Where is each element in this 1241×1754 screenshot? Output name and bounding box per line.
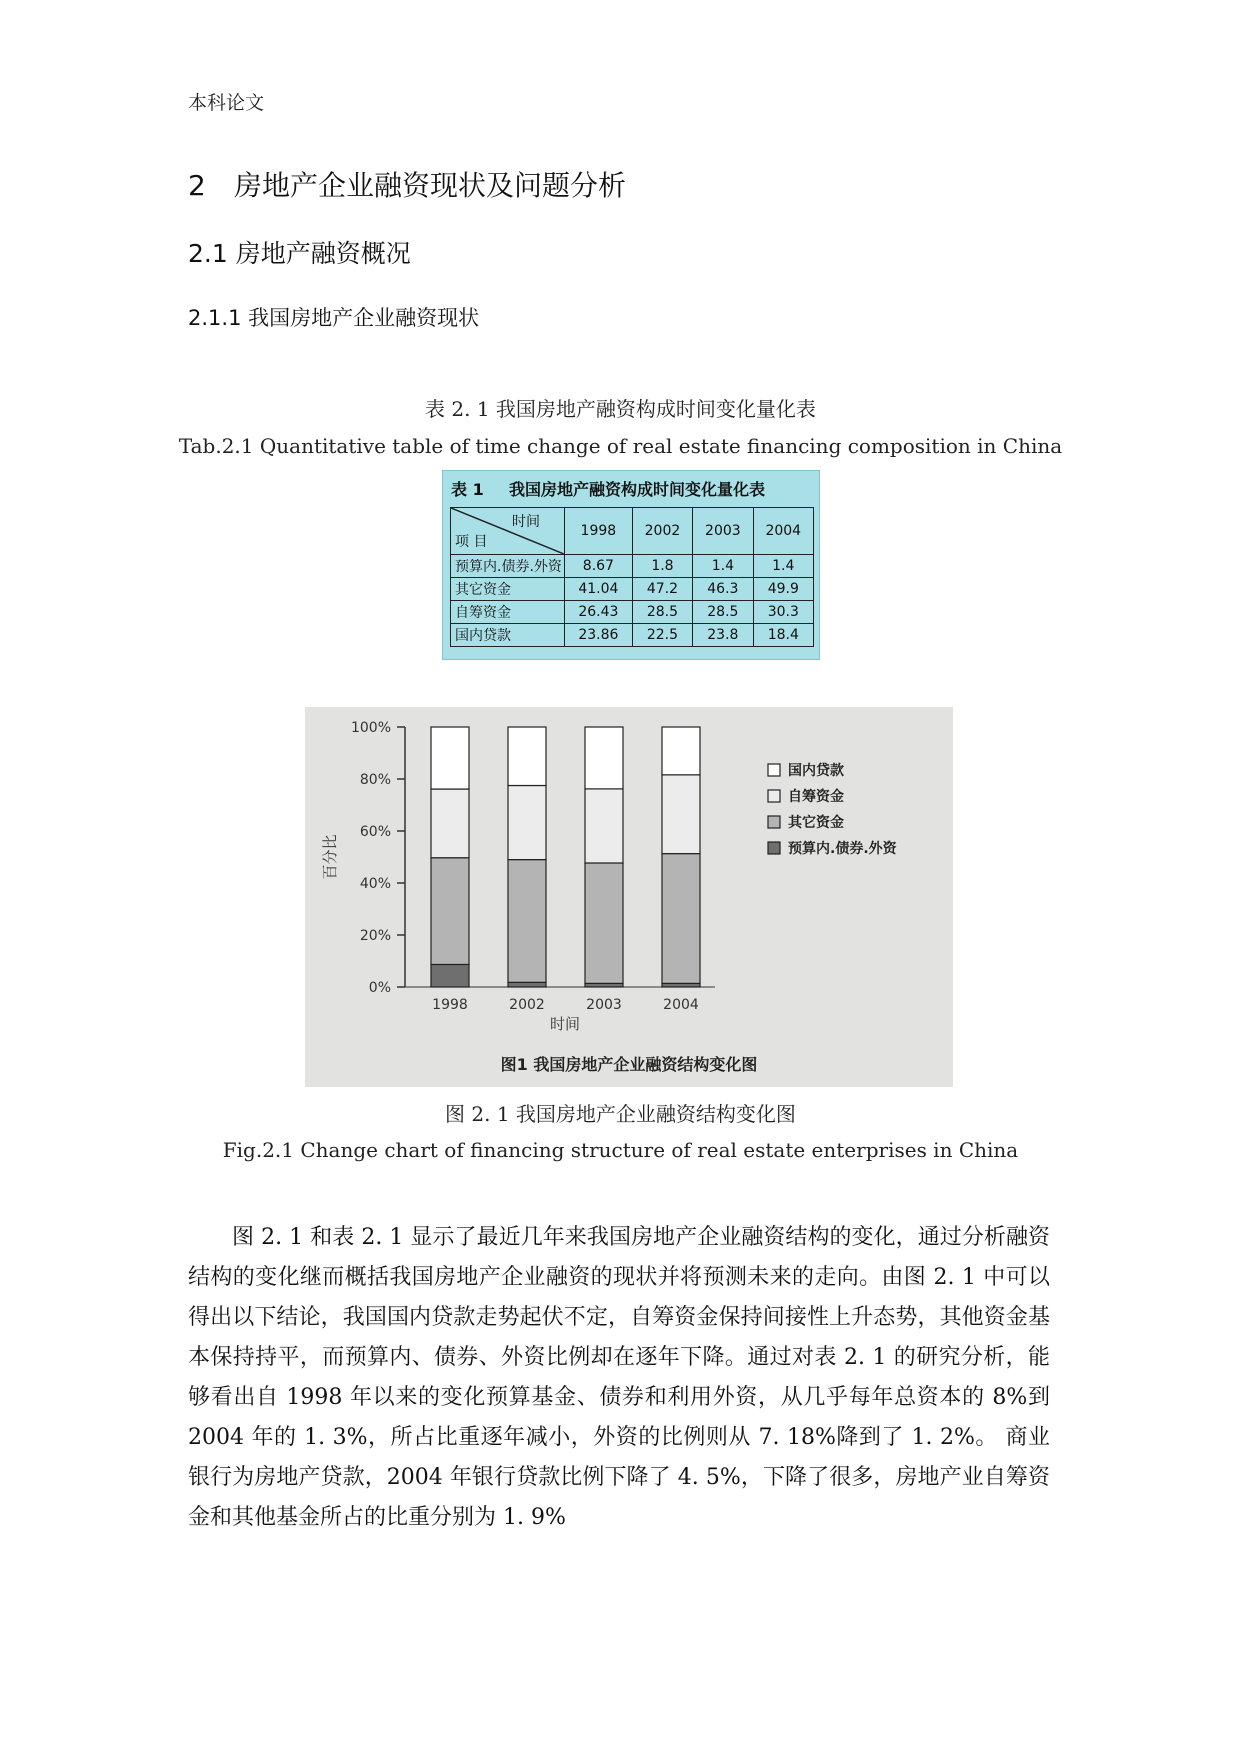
y-tick-label: 20% — [359, 928, 391, 944]
bar-segment — [585, 727, 623, 789]
table-cell: 1.4 — [753, 555, 813, 578]
table-cell: 1.4 — [693, 555, 753, 578]
table-caption-cn: 表 2. 1 我国房地产融资构成时间变化量化表 — [425, 397, 816, 421]
row-label: 预算内.债券.外资 — [451, 555, 565, 578]
bar-segment — [662, 727, 700, 775]
table-cell: 22.5 — [632, 624, 692, 647]
table-cell: 26.43 — [565, 601, 633, 624]
x-axis-label: 时间 — [549, 1015, 581, 1033]
year-header: 2002 — [632, 508, 692, 555]
y-tick-label: 0% — [368, 980, 391, 996]
subsection-heading: 2.1.1 我国房地产企业融资现状 — [188, 306, 480, 330]
table-cell: 18.4 — [753, 624, 813, 647]
bar-segment — [585, 863, 623, 983]
financing-table — [450, 507, 814, 647]
bar-segment — [431, 789, 469, 858]
financing-table-image — [442, 470, 820, 660]
legend-swatch — [768, 790, 780, 802]
row-label: 国内贷款 — [451, 624, 565, 647]
figure-caption-en: Fig.2.1 Change chart of financing structure of real estate enterprises in China — [222, 1138, 1019, 1162]
x-tick-label: 1998 — [432, 997, 468, 1013]
table-cell: 8.67 — [565, 555, 633, 578]
bar-segment — [431, 727, 469, 789]
table-row — [451, 601, 814, 624]
legend-label: 国内贷款 — [788, 763, 844, 779]
table-cell: 47.2 — [632, 578, 692, 601]
year-header: 1998 — [565, 508, 633, 555]
table-cell: 23.8 — [693, 624, 753, 647]
y-tick-label: 40% — [359, 876, 391, 892]
y-tick-label: 100% — [350, 720, 391, 736]
y-axis-label: 百分比 — [321, 834, 339, 880]
legend-label: 预算内.债券.外资 — [788, 841, 897, 857]
table-cell: 49.9 — [753, 578, 813, 601]
bar-segment — [508, 860, 546, 983]
x-tick-label: 2004 — [663, 997, 699, 1013]
chapter-title: 房地产企业融资现状及问题分析 — [234, 169, 627, 202]
table-cell: 28.5 — [632, 601, 692, 624]
stacked-bar-chart — [305, 707, 953, 1047]
y-tick-label: 60% — [359, 824, 391, 840]
table-title — [451, 477, 765, 500]
table-cell: 46.3 — [693, 578, 753, 601]
chart-title: 图1 我国房地产企业融资结构变化图 — [500, 1055, 758, 1074]
bar-segment — [585, 789, 623, 863]
table-caption-en: Tab.2.1 Quantitative table of time change of real estate financing composition in China — [178, 434, 1063, 458]
legend-swatch — [768, 842, 780, 854]
table-row — [451, 624, 814, 647]
table-title-text: 我国房地产融资构成时间变化量化表 — [509, 480, 766, 499]
table-label: 表 1 — [451, 480, 484, 499]
legend-swatch — [768, 816, 780, 828]
running-header: 本科论文 — [188, 92, 265, 114]
table-row — [451, 578, 814, 601]
table-cell: 30.3 — [753, 601, 813, 624]
header-item: 项 目 — [455, 534, 488, 550]
bar-segment — [431, 964, 469, 987]
chapter-number: 2 — [188, 169, 206, 202]
row-label: 自筹资金 — [451, 601, 565, 624]
row-label: 其它资金 — [451, 578, 565, 601]
legend-label: 自筹资金 — [788, 789, 844, 805]
x-tick-label: 2003 — [586, 997, 622, 1013]
year-header: 2003 — [693, 508, 753, 555]
bar-segment — [508, 982, 546, 987]
bar-segment — [662, 854, 700, 984]
table-cell: 1.8 — [632, 555, 692, 578]
table-corner-header — [451, 508, 565, 555]
chapter-heading — [188, 164, 626, 204]
body-paragraph: 图 2. 1 和表 2. 1 显示了最近几年来我国房地产企业融资结构的变化，通过分析融资结构的变化继而概括我国房地产企业融资的现状并将预测未来的走向。由图 2. 1 中可以得出以下结论，我国国内贷款走势起伏不定，自筹资金保持间接性上升态势，其他资金基本保持持平，而预算内、债券、外资比例却在逐年下降。通过对表 2. 1 的研究分析，能够看出自 1998 年以来的变化预算基金、债券和利用外资，从几乎每年总资本的 8%到 2004 年的 1. 3%，所占比重逐年减小，外资的比例则从 7. 18%降到了 1. 2%。 商业银行为房地产贷款，2004 年银行贷款比例下降了 4. 5%，下降了很多，房地产业自筹资金和其他基金所占的比重分别为 1. 9% — [188, 1225, 1050, 1530]
year-header: 2004 — [753, 508, 813, 555]
section-heading: 2.1 房地产融资概况 — [188, 239, 411, 268]
header-time: 时间 — [512, 514, 540, 530]
y-tick-label: 80% — [359, 772, 391, 788]
bar-segment — [508, 727, 546, 786]
table-cell: 23.86 — [565, 624, 633, 647]
figure-caption-cn: 图 2. 1 我国房地产企业融资结构变化图 — [445, 1102, 796, 1126]
bar-segment — [431, 858, 469, 965]
bar-segment — [662, 775, 700, 854]
table-cell: 41.04 — [565, 578, 633, 601]
financing-structure-chart-image — [305, 707, 953, 1087]
table-cell: 28.5 — [693, 601, 753, 624]
x-tick-label: 2002 — [509, 997, 545, 1013]
legend-swatch — [768, 764, 780, 776]
table-row — [451, 555, 814, 578]
legend-label: 其它资金 — [788, 815, 844, 831]
bar-segment — [508, 786, 546, 860]
